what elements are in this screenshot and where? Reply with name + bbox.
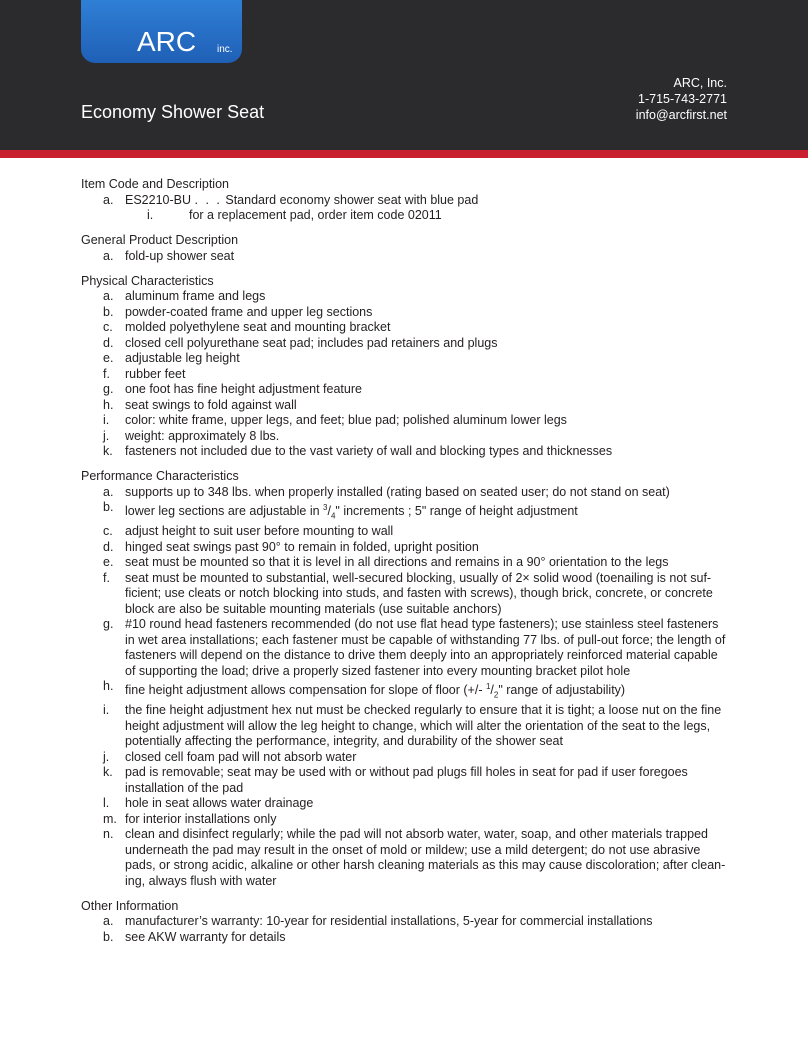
- item-label: k.: [103, 765, 113, 780]
- list-item: h. fine height adjustment allows compensation for slope of floor (+/- $^1/_2$" range of adjustability): [103, 679, 626, 700]
- logo-text: ARC: [137, 26, 197, 57]
- item-text: adjustable leg height: [125, 351, 240, 365]
- list-item: [81, 367, 727, 383]
- item-text: closed cell foam pad will not absorb water: [125, 749, 357, 764]
- item-label: c.: [103, 320, 113, 334]
- list-item: [81, 524, 727, 540]
- item-label: m.: [103, 811, 117, 826]
- item-label: j.: [103, 749, 110, 764]
- list-item: [81, 320, 727, 336]
- item-label: e.: [103, 555, 114, 570]
- item-label: i.: [103, 413, 110, 427]
- item-text: fine height adjustment allows compensation for slope of floor (+/-: [125, 683, 486, 698]
- section-title: General Product Description: [81, 233, 239, 247]
- list-item: [81, 703, 727, 750]
- section-performance: [81, 469, 727, 889]
- sub-item-text: for a replacement pad, order item code 02011: [189, 208, 442, 222]
- document-body: [81, 177, 727, 955]
- item-text: see AKW warranty for details: [125, 929, 286, 944]
- list-item: [81, 914, 727, 930]
- list-item: [81, 540, 727, 556]
- item-text: fasteners not included due to the vast variety of wall and blocking types and thicknesses: [125, 444, 613, 458]
- section-other: [81, 899, 727, 946]
- item-label: f.: [103, 366, 110, 381]
- item-label: e.: [103, 351, 114, 365]
- item-text: one foot has fine height adjustment feature: [125, 382, 362, 396]
- item-code: ES2210-BU: [125, 192, 192, 207]
- logo-suffix: inc.: [217, 44, 233, 55]
- item-text: aluminum frame and legs: [125, 289, 266, 303]
- list-item: [81, 305, 727, 321]
- item-label: j.: [103, 428, 110, 443]
- list-item: b. lower leg sections are adjustable in $^3/_4$" increments ; 5" range of height adjustment: [103, 500, 578, 521]
- item-label: g.: [103, 617, 114, 632]
- sub-item-label: i.: [147, 208, 154, 222]
- item-text: seat must be mounted to substantial, well-secured blocking, usually of 2× solid wood (toenailing is not suf-ficient; use cleats or notch blocking into studs, and fasten with screws), though brick, concrete, or concrete block are also be suitable mounting materials (use suitable anchors): [125, 570, 713, 616]
- header-band: [0, 0, 808, 150]
- item-text: weight: approximately 8 lbs.: [125, 428, 280, 443]
- list-item: [81, 555, 727, 571]
- sub-list-item: [81, 208, 727, 224]
- item-label: a.: [103, 289, 114, 303]
- list-item: [81, 930, 727, 946]
- list-item: [81, 289, 727, 305]
- leader-dots: . . .: [194, 192, 222, 207]
- item-label: d.: [103, 335, 114, 350]
- item-label: n.: [103, 827, 114, 842]
- item-label: l.: [103, 796, 110, 811]
- item-label: c.: [103, 524, 113, 539]
- item-label: h.: [103, 679, 114, 694]
- section-title: Item Code and Description: [81, 177, 229, 191]
- item-label: i.: [103, 703, 110, 718]
- item-label: a.: [103, 192, 114, 207]
- item-text: manufacturer’s warranty: 10-year for residential installations, 5-year for commercial installations: [125, 914, 653, 929]
- list-item: [81, 796, 727, 812]
- fraction-denominator: 2: [493, 690, 499, 700]
- list-item: [81, 617, 727, 679]
- list-item: [81, 812, 727, 828]
- list-item: [81, 571, 727, 618]
- list-item: [81, 382, 727, 398]
- item-label: b.: [103, 304, 114, 319]
- item-text: seat must be mounted so that it is level in all directions and remains in a 90° orientation to the legs: [125, 555, 669, 570]
- list-item: [81, 249, 727, 265]
- item-text: supports up to 348 lbs. when properly installed (rating based on seated user; do not stand on seat): [125, 484, 670, 499]
- fraction-numerator: 3: [323, 503, 328, 512]
- item-text: seat swings to fold against wall: [125, 397, 297, 412]
- item-label: b.: [103, 929, 114, 944]
- accent-bar: [0, 150, 808, 158]
- item-label: a.: [103, 248, 114, 263]
- section-physical: [81, 274, 727, 460]
- item-text: hole in seat allows water drainage: [125, 796, 314, 811]
- section-general: [81, 233, 727, 264]
- phone-number: 1-715-743-2771: [638, 92, 727, 106]
- item-label: a.: [103, 914, 114, 929]
- list-item: [81, 398, 727, 414]
- email-address: info@arcfirst.net: [635, 108, 727, 122]
- item-text: #10 round head fasteners recommended (do not use flat head type fasteners); use stainless steel fasteners in wet area installations; each fastener must be capable of withstanding 77 lbs. of pull-out force; the length of fasteners will depend on the distance to drive them deeply into an appropriately reinforced material capable of supporting the load; drive a properly sized fastener into every mounting bracket pilot hole: [125, 617, 726, 678]
- item-text: pad is removable; seat may be used with or without pad plugs fill holes in seat for pad if user foregoes installation of the pad: [125, 765, 688, 795]
- contact-block: [636, 75, 727, 123]
- item-text: rubber feet: [125, 366, 186, 381]
- list-item: [81, 193, 727, 209]
- page-title: Economy Shower Seat: [81, 102, 265, 122]
- list-item: [81, 827, 727, 889]
- item-label: k.: [103, 444, 113, 458]
- item-text: the fine height adjustment hex nut must be checked regularly to ensure that it is tight; a loose nut on the fine height adjustment will allow the leg height to change, which will alter the orientation of the seat to the legs, potentially affecting the performance, integrity, and durability of the shower seat: [125, 703, 722, 749]
- fraction-denominator: 4: [330, 511, 336, 521]
- item-label: g.: [103, 382, 114, 396]
- item-text: molded polyethylene seat and mounting bracket: [125, 320, 391, 334]
- list-item: [81, 336, 727, 352]
- company-name: ARC, Inc.: [673, 76, 727, 90]
- item-text: clean and disinfect regularly; while the pad will not absorb water, water, soap, and other materials trapped underneath the pad may result in the onset of mold or mildew; use a mild detergent; do not use abrasive pads, or strong acidic, alkaline or other harsh cleaning materials as this may cause discoloration; after clean-ing, always flush with water: [125, 827, 726, 888]
- item-text-tail: " range of adjustability): [498, 683, 626, 698]
- item-text: color: white frame, upper legs, and feet; blue pad; polished aluminum lower legs: [125, 413, 567, 427]
- list-item: [81, 429, 727, 445]
- section-title: Other Information: [81, 898, 179, 913]
- section-title: Performance Characteristics: [81, 469, 239, 483]
- item-text: closed cell polyurethane seat pad; includes pad retainers and plugs: [125, 335, 498, 350]
- item-text: fold-up shower seat: [125, 248, 235, 263]
- item-label: h.: [103, 397, 114, 412]
- item-text: hinged seat swings past 90° to remain in folded, upright position: [125, 539, 479, 554]
- section-item-code: [81, 177, 727, 224]
- list-item: [81, 765, 727, 796]
- list-item: [81, 444, 727, 460]
- item-label: d.: [103, 539, 114, 554]
- item-label: b.: [103, 500, 114, 514]
- list-item: [81, 413, 727, 429]
- fraction-numerator: 1: [485, 682, 491, 692]
- item-label: f.: [103, 570, 110, 585]
- list-item: [81, 750, 727, 766]
- item-text: lower leg sections are adjustable in: [125, 504, 324, 519]
- item-description: Standard economy shower seat with blue pad: [225, 192, 479, 207]
- list-item: [81, 485, 727, 501]
- section-title: Physical Characteristics: [81, 273, 214, 288]
- arc-logo: [81, 0, 242, 63]
- item-text: powder-coated frame and upper leg sections: [125, 304, 373, 319]
- item-text: adjust height to suit user before mounting to wall: [125, 524, 394, 539]
- item-text: for interior installations only: [125, 811, 277, 826]
- item-text-tail: " increments ; 5" range of height adjustment: [335, 504, 578, 519]
- list-item: [81, 351, 727, 367]
- item-label: a.: [103, 484, 114, 499]
